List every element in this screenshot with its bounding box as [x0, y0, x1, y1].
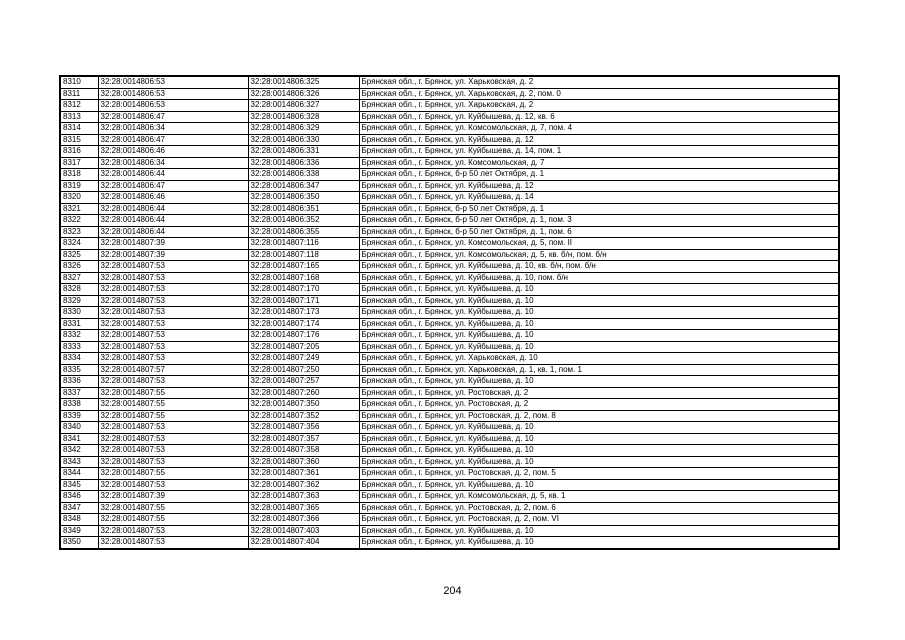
cadastral-number-cell: 32:28:0014807:358	[248, 445, 359, 457]
address-cell: Брянская обл., г. Брянск, ул. Куйбышева, д. 10	[359, 307, 839, 319]
cadastral-number-cell: 32:28:0014807:352	[248, 410, 359, 422]
cadastral-number-cell: 32:28:0014807:205	[248, 341, 359, 353]
cadastral-number-cell: 32:28:0014807:249	[248, 353, 359, 365]
cadastral-number-cell: 32:28:0014807:257	[248, 376, 359, 388]
block-number-cell: 32:28:0014807:53	[98, 295, 248, 307]
row-number-cell: 8331	[60, 318, 98, 330]
address-cell: Брянская обл., г. Брянск, ул. Комсомольская, д. 5, кв. б/н, пом. б/н	[359, 249, 839, 261]
block-number-cell: 32:28:0014807:53	[98, 307, 248, 319]
row-number-cell: 8312	[60, 100, 98, 112]
cadastral-number-cell: 32:28:0014806:338	[248, 169, 359, 181]
block-number-cell: 32:28:0014807:53	[98, 537, 248, 549]
table-row	[60, 123, 839, 135]
block-number-cell: 32:28:0014806:46	[98, 192, 248, 204]
address-cell: Брянская обл., г. Брянск, ул. Куйбышева, д. 10	[359, 376, 839, 388]
cadastral-number-cell: 32:28:0014807:363	[248, 491, 359, 503]
block-number-cell: 32:28:0014806:53	[98, 100, 248, 112]
block-number-cell: 32:28:0014807:53	[98, 272, 248, 284]
row-number-cell: 8346	[60, 491, 98, 503]
address-cell: Брянская обл., г. Брянск, ул. Куйбышева, д. 10	[359, 318, 839, 330]
table-row	[60, 295, 839, 307]
cadastral-number-cell: 32:28:0014807:404	[248, 537, 359, 549]
cadastral-number-cell: 32:28:0014807:165	[248, 261, 359, 273]
address-cell: Брянская обл., г. Брянск, ул. Комсомольская, д. 5, пом. II	[359, 238, 839, 250]
block-number-cell: 32:28:0014806:34	[98, 157, 248, 169]
table-row	[60, 272, 839, 284]
block-number-cell: 32:28:0014807:55	[98, 399, 248, 411]
table-row	[60, 341, 839, 353]
address-cell: Брянская обл., г. Брянск, ул. Куйбышева, д. 10	[359, 445, 839, 457]
block-number-cell: 32:28:0014807:53	[98, 445, 248, 457]
cadastral-number-cell: 32:28:0014806:355	[248, 226, 359, 238]
block-number-cell: 32:28:0014807:55	[98, 468, 248, 480]
table-row	[60, 468, 839, 480]
address-cell: Брянская обл., г. Брянск, ул. Харьковская, д. 10	[359, 353, 839, 365]
block-number-cell: 32:28:0014807:53	[98, 456, 248, 468]
table-row	[60, 525, 839, 537]
table-row	[60, 502, 839, 514]
address-cell: Брянская обл., г. Брянск, б-р 50 лет Октября, д. 1, пом. 3	[359, 215, 839, 227]
table-row	[60, 226, 839, 238]
address-cell: Брянская обл., г. Брянск, ул. Куйбышева, д. 10	[359, 525, 839, 537]
address-cell: Брянская обл., г. Брянск, ул. Ростовская, д. 2, пом. 5	[359, 468, 839, 480]
block-number-cell: 32:28:0014807:39	[98, 238, 248, 250]
block-number-cell: 32:28:0014807:55	[98, 514, 248, 526]
cadastral-number-cell: 32:28:0014807:366	[248, 514, 359, 526]
address-cell: Брянская обл., г. Брянск, ул. Куйбышева, д. 10	[359, 295, 839, 307]
table-row	[60, 387, 839, 399]
address-cell: Брянская обл., г. Брянск, ул. Куйбышева, д. 12	[359, 180, 839, 192]
cadastral-number-cell: 32:28:0014807:361	[248, 468, 359, 480]
address-cell: Брянская обл., г. Брянск, ул. Комсомольская, д. 5, кв. 1	[359, 491, 839, 503]
block-number-cell: 32:28:0014806:47	[98, 180, 248, 192]
row-number-cell: 8338	[60, 399, 98, 411]
block-number-cell: 32:28:0014806:46	[98, 146, 248, 158]
address-cell: Брянская обл., г. Брянск, б-р 50 лет Октября, д. 1	[359, 203, 839, 215]
row-number-cell: 8319	[60, 180, 98, 192]
table-row	[60, 215, 839, 227]
table-row	[60, 433, 839, 445]
block-number-cell: 32:28:0014806:53	[98, 76, 248, 88]
block-number-cell: 32:28:0014806:47	[98, 134, 248, 146]
row-number-cell: 8347	[60, 502, 98, 514]
cadastral-number-cell: 32:28:0014807:360	[248, 456, 359, 468]
block-number-cell: 32:28:0014807:55	[98, 410, 248, 422]
row-number-cell: 8342	[60, 445, 98, 457]
table-row	[60, 330, 839, 342]
table-row	[60, 88, 839, 100]
cadastral-number-cell: 32:28:0014806:347	[248, 180, 359, 192]
table-row	[60, 422, 839, 434]
block-number-cell: 32:28:0014806:53	[98, 88, 248, 100]
cadastral-number-cell: 32:28:0014806:351	[248, 203, 359, 215]
block-number-cell: 32:28:0014806:47	[98, 111, 248, 123]
address-cell: Брянская обл., г. Брянск, ул. Ростовская, д. 2	[359, 387, 839, 399]
cadastral-number-cell: 32:28:0014807:260	[248, 387, 359, 399]
row-number-cell: 8327	[60, 272, 98, 284]
row-number-cell: 8316	[60, 146, 98, 158]
cadastral-number-cell: 32:28:0014807:171	[248, 295, 359, 307]
table-row	[60, 307, 839, 319]
cadastral-number-cell: 32:28:0014806:330	[248, 134, 359, 146]
block-number-cell: 32:28:0014807:53	[98, 479, 248, 491]
table-row	[60, 376, 839, 388]
address-cell: Брянская обл., г. Брянск, ул. Харьковская, д. 1, кв. 1, пом. 1	[359, 364, 839, 376]
table-row	[60, 491, 839, 503]
table-row	[60, 146, 839, 158]
table-row	[60, 479, 839, 491]
address-cell: Брянская обл., г. Брянск, б-р 50 лет Октября, д. 1	[359, 169, 839, 181]
address-cell: Брянская обл., г. Брянск, ул. Куйбышева, д. 12	[359, 134, 839, 146]
address-cell: Брянская обл., г. Брянск, ул. Куйбышева, д. 10	[359, 433, 839, 445]
address-cell: Брянская обл., г. Брянск, ул. Харьковская, д. 2, пом. 0	[359, 88, 839, 100]
address-cell: Брянская обл., г. Брянск, ул. Куйбышева, д. 10	[359, 456, 839, 468]
row-number-cell: 8337	[60, 387, 98, 399]
cadastral-number-cell: 32:28:0014806:327	[248, 100, 359, 112]
block-number-cell: 32:28:0014807:53	[98, 341, 248, 353]
table-row	[60, 318, 839, 330]
address-cell: Брянская обл., г. Брянск, ул. Комсомольская, д. 7	[359, 157, 839, 169]
block-number-cell: 32:28:0014807:55	[98, 387, 248, 399]
row-number-cell: 8349	[60, 525, 98, 537]
row-number-cell: 8320	[60, 192, 98, 204]
row-number-cell: 8322	[60, 215, 98, 227]
row-number-cell: 8348	[60, 514, 98, 526]
row-number-cell: 8343	[60, 456, 98, 468]
table-row	[60, 353, 839, 365]
cadastral-number-cell: 32:28:0014807:118	[248, 249, 359, 261]
block-number-cell: 32:28:0014807:53	[98, 330, 248, 342]
row-number-cell: 8341	[60, 433, 98, 445]
cadastral-number-cell: 32:28:0014806:325	[248, 76, 359, 88]
cadastral-number-cell: 32:28:0014807:170	[248, 284, 359, 296]
block-number-cell: 32:28:0014807:55	[98, 502, 248, 514]
address-cell: Брянская обл., г. Брянск, ул. Куйбышева, д. 10	[359, 537, 839, 549]
row-number-cell: 8334	[60, 353, 98, 365]
row-number-cell: 8344	[60, 468, 98, 480]
block-number-cell: 32:28:0014806:44	[98, 215, 248, 227]
block-number-cell: 32:28:0014806:34	[98, 123, 248, 135]
table-row	[60, 192, 839, 204]
row-number-cell: 8350	[60, 537, 98, 549]
cadastral-number-cell: 32:28:0014806:328	[248, 111, 359, 123]
row-number-cell: 8328	[60, 284, 98, 296]
row-number-cell: 8311	[60, 88, 98, 100]
cadastral-number-cell: 32:28:0014806:352	[248, 215, 359, 227]
table-row	[60, 203, 839, 215]
address-cell: Брянская обл., г. Брянск, ул. Куйбышева, д. 10	[359, 341, 839, 353]
block-number-cell: 32:28:0014807:53	[98, 353, 248, 365]
table-row	[60, 261, 839, 273]
block-number-cell: 32:28:0014806:44	[98, 226, 248, 238]
cadastral-number-cell: 32:28:0014807:174	[248, 318, 359, 330]
table-row	[60, 180, 839, 192]
block-number-cell: 32:28:0014807:53	[98, 376, 248, 388]
address-cell: Брянская обл., г. Брянск, б-р 50 лет Октября, д. 1, пом. 6	[359, 226, 839, 238]
cadastral-number-cell: 32:28:0014807:365	[248, 502, 359, 514]
block-number-cell: 32:28:0014806:44	[98, 169, 248, 181]
table-row	[60, 169, 839, 181]
registry-table-body	[60, 76, 839, 549]
row-number-cell: 8333	[60, 341, 98, 353]
cadastral-number-cell: 32:28:0014807:356	[248, 422, 359, 434]
row-number-cell: 8335	[60, 364, 98, 376]
table-row	[60, 514, 839, 526]
table-row	[60, 537, 839, 549]
address-cell: Брянская обл., г. Брянск, ул. Харьковская, д. 2	[359, 100, 839, 112]
row-number-cell: 8324	[60, 238, 98, 250]
table-row	[60, 445, 839, 457]
cadastral-number-cell: 32:28:0014806:326	[248, 88, 359, 100]
address-cell: Брянская обл., г. Брянск, ул. Ростовская, д. 2, пом. VI	[359, 514, 839, 526]
row-number-cell: 8325	[60, 249, 98, 261]
row-number-cell: 8329	[60, 295, 98, 307]
address-cell: Брянская обл., г. Брянск, ул. Куйбышева, д. 10	[359, 284, 839, 296]
row-number-cell: 8323	[60, 226, 98, 238]
block-number-cell: 32:28:0014807:53	[98, 433, 248, 445]
cadastral-number-cell: 32:28:0014807:173	[248, 307, 359, 319]
cadastral-number-cell: 32:28:0014807:362	[248, 479, 359, 491]
table-row	[60, 410, 839, 422]
cadastral-number-cell: 32:28:0014806:350	[248, 192, 359, 204]
page-number: 204	[443, 585, 462, 597]
table-row	[60, 249, 839, 261]
address-cell: Брянская обл., г. Брянск, ул. Харьковская, д. 2	[359, 76, 839, 88]
address-cell: Брянская обл., г. Брянск, ул. Куйбышева, д. 10	[359, 422, 839, 434]
block-number-cell: 32:28:0014807:53	[98, 525, 248, 537]
block-number-cell: 32:28:0014807:57	[98, 364, 248, 376]
row-number-cell: 8318	[60, 169, 98, 181]
table-row	[60, 399, 839, 411]
table-row	[60, 76, 839, 88]
table-row	[60, 238, 839, 250]
row-number-cell: 8314	[60, 123, 98, 135]
block-number-cell: 32:28:0014806:44	[98, 203, 248, 215]
block-number-cell: 32:28:0014807:53	[98, 284, 248, 296]
row-number-cell: 8321	[60, 203, 98, 215]
address-cell: Брянская обл., г. Брянск, ул. Ростовская, д. 2, пом. 6	[359, 502, 839, 514]
cadastral-number-cell: 32:28:0014807:250	[248, 364, 359, 376]
table-row	[60, 157, 839, 169]
table-row	[60, 456, 839, 468]
block-number-cell: 32:28:0014807:53	[98, 261, 248, 273]
table-row	[60, 364, 839, 376]
address-cell: Брянская обл., г. Брянск, ул. Ростовская, д. 2	[359, 399, 839, 411]
cadastral-number-cell: 32:28:0014807:357	[248, 433, 359, 445]
address-cell: Брянская обл., г. Брянск, ул. Куйбышева, д. 10	[359, 330, 839, 342]
row-number-cell: 8315	[60, 134, 98, 146]
row-number-cell: 8336	[60, 376, 98, 388]
row-number-cell: 8326	[60, 261, 98, 273]
cadastral-number-cell: 32:28:0014807:403	[248, 525, 359, 537]
address-cell: Брянская обл., г. Брянск, ул. Куйбышева, д. 14	[359, 192, 839, 204]
row-number-cell: 8332	[60, 330, 98, 342]
cadastral-number-cell: 32:28:0014807:176	[248, 330, 359, 342]
row-number-cell: 8313	[60, 111, 98, 123]
cadastral-number-cell: 32:28:0014806:331	[248, 146, 359, 158]
row-number-cell: 8340	[60, 422, 98, 434]
table-row	[60, 111, 839, 123]
address-cell: Брянская обл., г. Брянск, ул. Куйбышева, д. 10, кв. б/н, пом. б/н	[359, 261, 839, 273]
cadastral-number-cell: 32:28:0014806:329	[248, 123, 359, 135]
cadastral-number-cell: 32:28:0014807:116	[248, 238, 359, 250]
row-number-cell: 8317	[60, 157, 98, 169]
block-number-cell: 32:28:0014807:39	[98, 249, 248, 261]
cadastral-registry-table	[59, 75, 840, 550]
cadastral-number-cell: 32:28:0014807:350	[248, 399, 359, 411]
row-number-cell: 8345	[60, 479, 98, 491]
row-number-cell: 8339	[60, 410, 98, 422]
table-row	[60, 100, 839, 112]
block-number-cell: 32:28:0014807:53	[98, 318, 248, 330]
block-number-cell: 32:28:0014807:39	[98, 491, 248, 503]
address-cell: Брянская обл., г. Брянск, ул. Куйбышева, д. 12, кв. 6	[359, 111, 839, 123]
table-row	[60, 134, 839, 146]
address-cell: Брянская обл., г. Брянск, ул. Куйбышева, д. 10, пом. б/н	[359, 272, 839, 284]
cadastral-number-cell: 32:28:0014807:168	[248, 272, 359, 284]
table-row	[60, 284, 839, 296]
address-cell: Брянская обл., г. Брянск, ул. Куйбышева, д. 14, пом. 1	[359, 146, 839, 158]
row-number-cell: 8310	[60, 76, 98, 88]
address-cell: Брянская обл., г. Брянск, ул. Комсомольская, д. 7, пом. 4	[359, 123, 839, 135]
block-number-cell: 32:28:0014807:53	[98, 422, 248, 434]
row-number-cell: 8330	[60, 307, 98, 319]
address-cell: Брянская обл., г. Брянск, ул. Ростовская, д. 2, пом. 8	[359, 410, 839, 422]
cadastral-number-cell: 32:28:0014806:336	[248, 157, 359, 169]
address-cell: Брянская обл., г. Брянск, ул. Куйбышева, д. 10	[359, 479, 839, 491]
